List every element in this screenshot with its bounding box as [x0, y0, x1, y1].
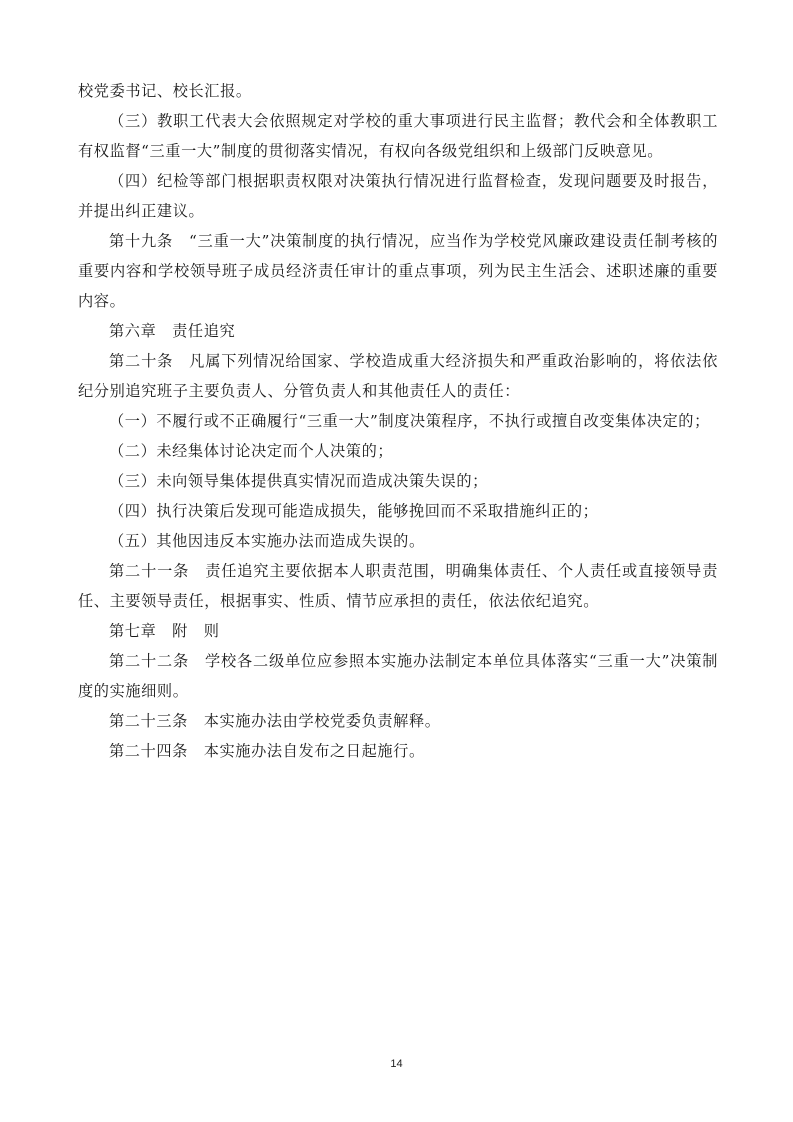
chapter-7-heading: 第七章 附 则 — [109, 622, 220, 640]
list-item-3: （三）未向领导集体提供真实情况而造成决策失误的； — [109, 472, 488, 490]
paragraph-article-19: 第十九条 “三重一大”决策制度的执行情况，应当作为学校党风廉政建设责任制考核的重要内容和学校领导班子成员经济责任审计的重点事项，列为民主生活会、述职述廉的重要内容。 — [78, 232, 718, 310]
list-item-2: （二）未经集体讨论决定而个人决策的； — [109, 442, 394, 460]
paragraph-item-4-discipline: （四）纪检等部门根据职责权限对决策执行情况进行监督检查，发现问题要及时报告，并提出纠正建议。 — [78, 172, 718, 220]
paragraph-article-23: 第二十三条 本实施办法由学校党委负责解释。 — [109, 712, 441, 730]
paragraph-article-20: 第二十条 凡属下列情况给国家、学校造成重大经济损失和严重政治影响的，将依法依纪分别追究班子主要负责人、分管负责人和其他责任人的责任： — [78, 352, 718, 400]
paragraph-article-21: 第二十一条 责任追究主要依据本人职责范围，明确集体责任、个人责任或直接领导责任、主要领导责任，根据事实、性质、情节应承担的责任，依法依纪追究。 — [78, 562, 718, 610]
paragraph-article-22: 第二十二条 学校各二级单位应参照本实施办法制定本单位具体落实“三重一大”决策制度的实施细则。 — [78, 652, 718, 700]
list-item-5: （五）其他因违反本实施办法而造成失误的。 — [109, 532, 425, 550]
page-number: 14 — [390, 1058, 403, 1070]
document-body — [78, 76, 718, 766]
paragraph-continuation: 校党委书记、校长汇报。 — [78, 82, 252, 100]
paragraph-item-3-staff-congress: （三）教职工代表大会依照规定对学校的重大事项进行民主监督；教代会和全体教职工有权监督“三重一大”制度的贯彻落实情况，有权向各级党组织和上级部门反映意见。 — [78, 112, 718, 160]
paragraph-article-24: 第二十四条 本实施办法自发布之日起施行。 — [109, 742, 425, 760]
list-item-4: （四）执行决策后发现可能造成损失，能够挽回而不采取措施纠正的； — [109, 502, 599, 520]
list-item-1: （一）不履行或不正确履行“三重一大”制度决策程序，不执行或擅自改变集体决定的； — [109, 412, 710, 430]
chapter-6-heading: 第六章 责任追究 — [109, 322, 236, 340]
